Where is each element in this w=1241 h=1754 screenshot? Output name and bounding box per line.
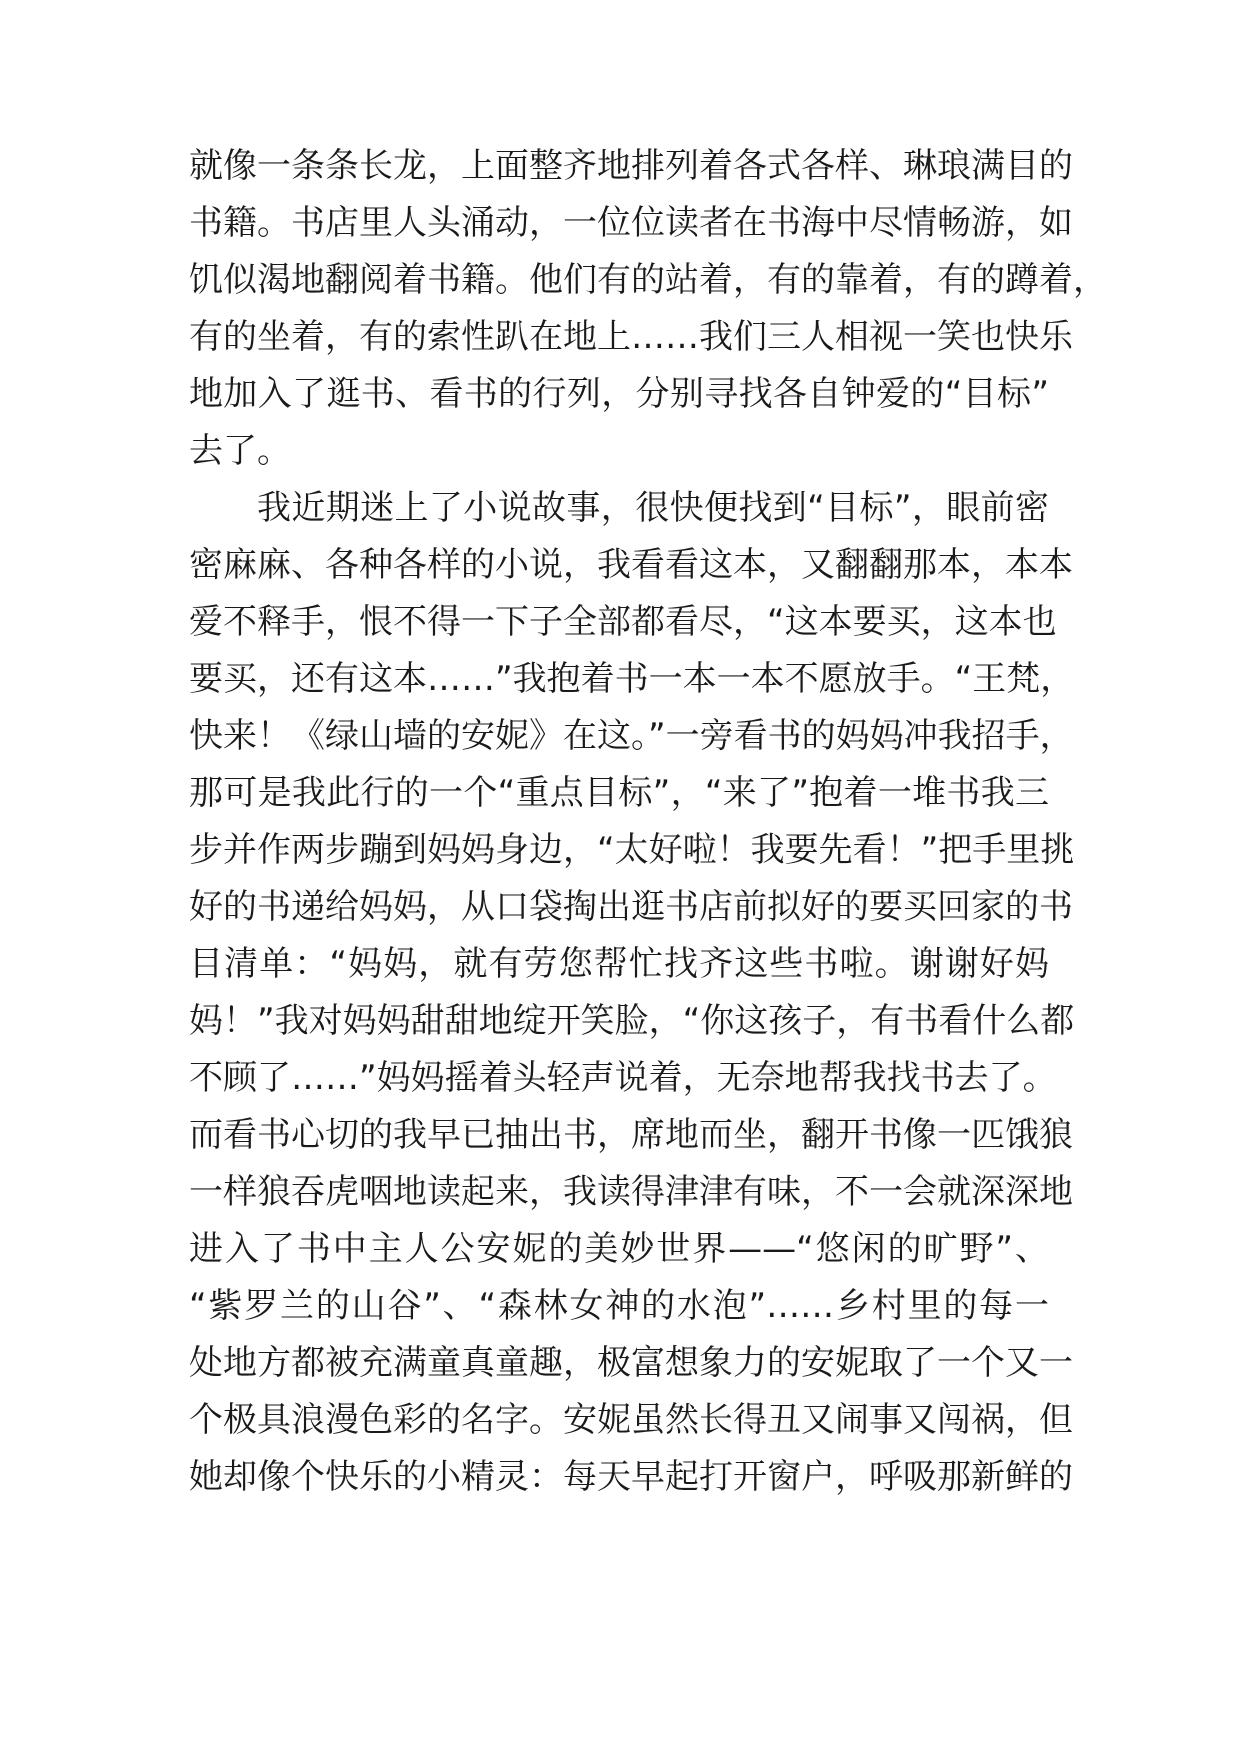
text-line: 就像一条条长龙，上面整齐地排列着各式各样、琳琅满目的 (189, 146, 1073, 186)
text-line: 好的书递给妈妈，从口袋掏出逛书店前拟好的要买回家的书 (189, 887, 1073, 927)
text-line: 步并作两步蹦到妈妈身边，“太好啦！我要先看！”把手里挑 (189, 830, 1075, 870)
text-line: “紫罗兰的山谷”、“森林女神的水泡”……乡村里的每一 (189, 1286, 1049, 1326)
text-line: 快来！《绿山墙的安妮》在这。”一旁看书的妈妈冲我招手， (189, 716, 1074, 756)
text-line: 去了。 (189, 431, 291, 471)
text-line: 饥似渴地翻阅着书籍。他们有的站着，有的靠着，有的蹲着， (189, 260, 1107, 300)
text-line: 不顾了……”妈妈摇着头轻声说着，无奈地帮我找书去了。 (189, 1058, 1057, 1098)
text-line: 妈！”我对妈妈甜甜地绽开笑脸，“你这孩子，有书看什么都 (189, 1001, 1075, 1041)
text-line: 书籍。书店里人头涌动，一位位读者在书海中尽情畅游，如 (189, 203, 1073, 243)
text-line: 密麻麻、各种各样的小说，我看看这本，又翻翻那本，本本 (189, 545, 1073, 585)
text-line: 一样狼吞虎咽地读起来，我读得津津有味，不一会就深深地 (189, 1172, 1073, 1212)
text-line: 爱不释手，恨不得一下子全部都看尽，“这本要买，这本也 (189, 602, 1057, 642)
text-line: 个极具浪漫色彩的名字。安妮虽然长得丑又闹事又闯祸，但 (189, 1400, 1073, 1440)
text-line: 那可是我此行的一个“重点目标”，“来了”抱着一堆书我三 (189, 773, 1049, 813)
text-line: 目清单：“妈妈，就有劳您帮忙找齐这些书啦。谢谢好妈 (189, 944, 1049, 984)
text-line: 处地方都被充满童真童趣，极富想象力的安妮取了一个又一 (189, 1343, 1073, 1383)
text-line: 进入了书中主人公安妮的美妙世界——“悠闲的旷野”、 (189, 1229, 1049, 1269)
text-line: 地加入了逛书、看书的行列，分别寻找各自钟爱的“目标” (189, 374, 1049, 414)
text-line: 有的坐着，有的索性趴在地上……我们三人相视一笑也快乐 (189, 317, 1073, 357)
text-line: 要买，还有这本……”我抱着书一本一本不愿放手。“王梵， (189, 659, 1075, 699)
text-line: 她却像个快乐的小精灵：每天早起打开窗户，呼吸那新鲜的 (189, 1457, 1073, 1497)
text-line: 我近期迷上了小说故事，很快便找到“目标”，眼前密 (257, 488, 1049, 528)
text-line: 而看书心切的我早已抽出书，席地而坐，翻开书像一匹饿狼 (189, 1115, 1073, 1155)
